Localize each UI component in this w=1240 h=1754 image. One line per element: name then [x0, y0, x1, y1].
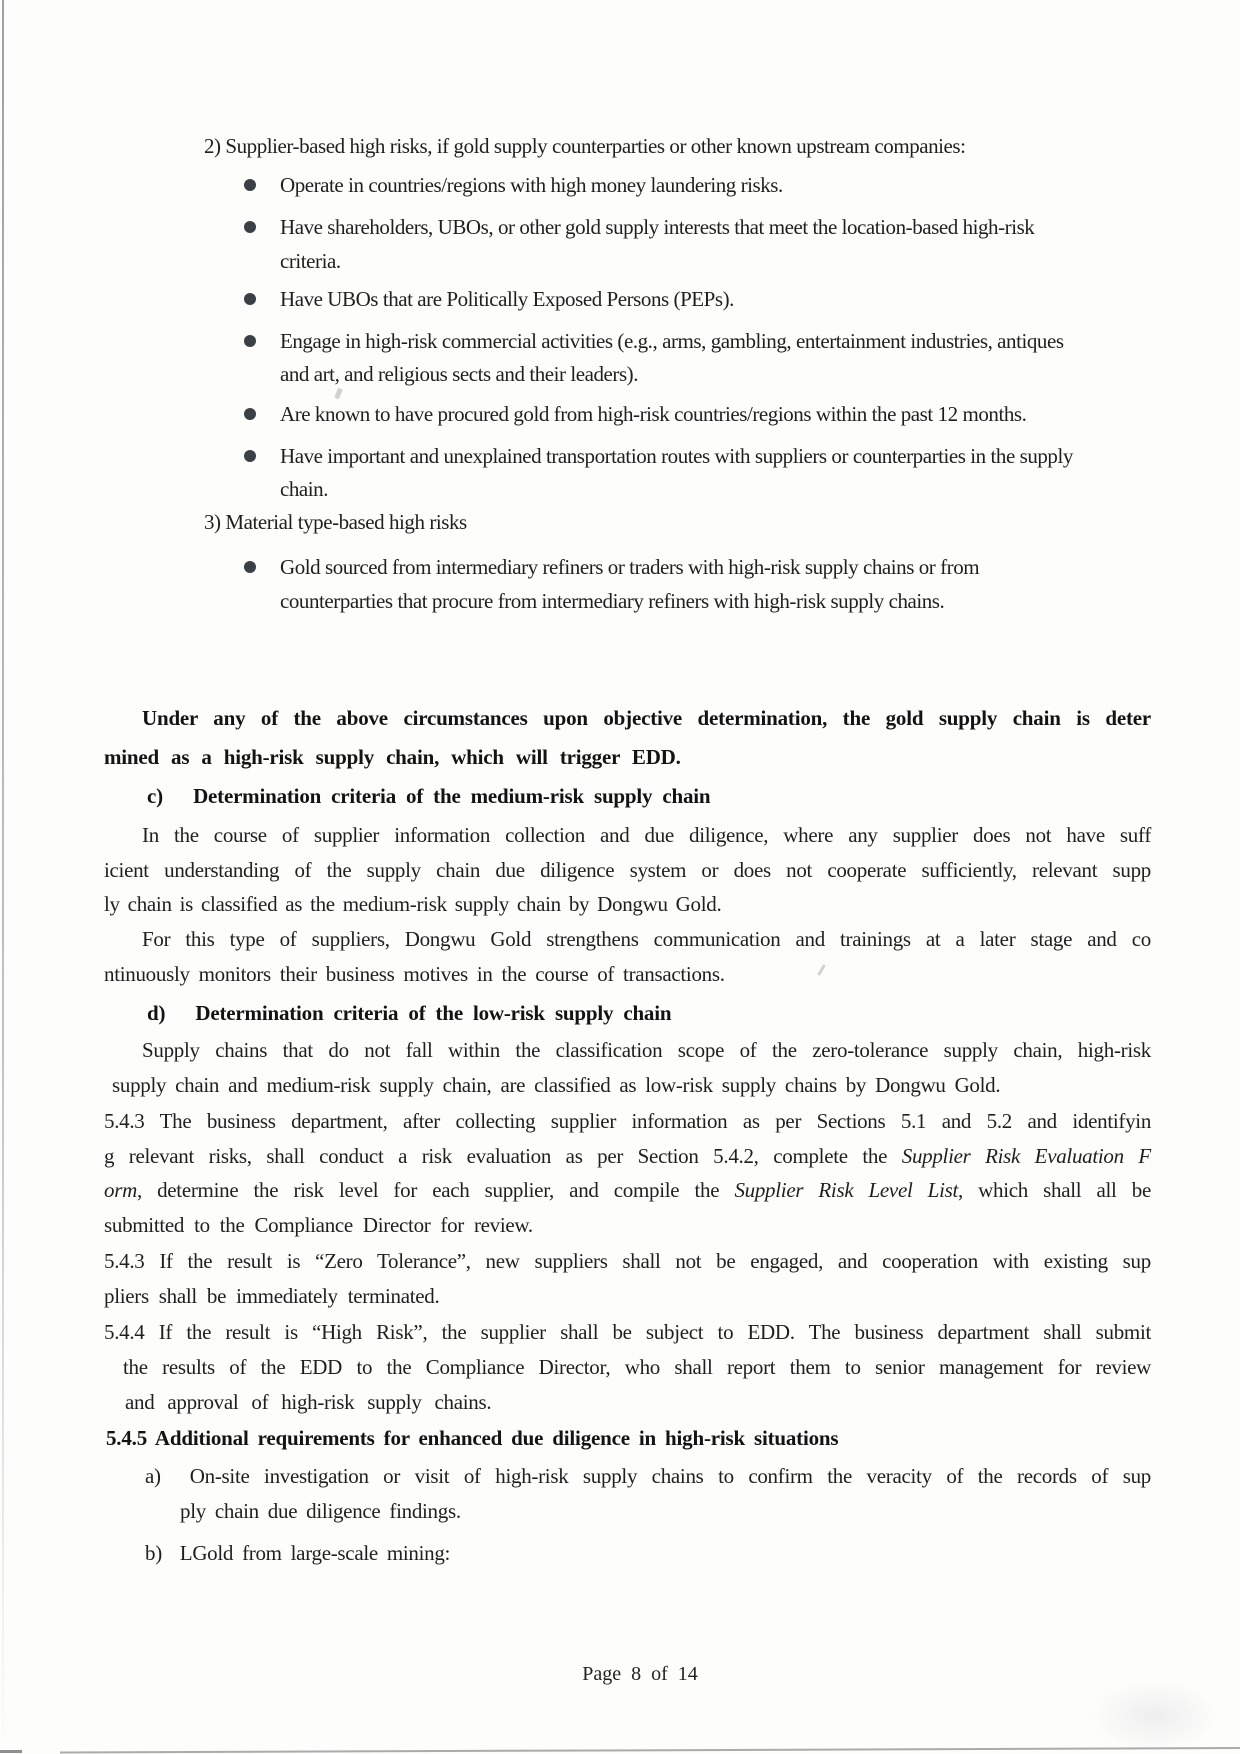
paragraph-line — [104, 1212, 533, 1239]
text-segment: orm — [104, 1178, 137, 1202]
text-segment: chain. — [280, 477, 329, 501]
paragraph-line — [104, 1248, 1151, 1275]
paragraph-line — [104, 1143, 1151, 1170]
text-segment: Have important and unexplained transportation routes with suppliers or counterparties in the supply — [280, 444, 1073, 468]
text-segment: , determine the risk level for each supplier, and compile the — [136, 1178, 735, 1202]
bullet-icon — [244, 335, 256, 347]
text-segment: 5.4.3 If the result is “Zero Tolerance”, new suppliers shall not be engaged, and cooperation with existing sup — [104, 1249, 1151, 1273]
scan-smudge — [1090, 1680, 1220, 1752]
paragraph-line — [104, 1177, 1151, 1204]
text-segment: Supply chains that do not fall within the classification scope of the zero-tolerance supply chain, high-risk — [142, 1038, 1151, 1062]
bullet-icon — [244, 221, 256, 233]
list-intro-3 — [204, 509, 467, 536]
text-segment: a) On-site investigation or visit of high-risk supply chains to confirm the veracity of the records of sup — [145, 1464, 1151, 1488]
scan-speck — [334, 387, 343, 399]
bullet-item — [280, 443, 1073, 470]
bullet-item-wrap — [280, 476, 328, 503]
text-segment: and art, and religious sects and their leaders). — [280, 362, 639, 386]
text-segment: counterparties that procure from intermediary refiners with high-risk supply chains. — [280, 589, 945, 613]
text-segment: g relevant risks, shall conduct a risk evaluation as per Section 5.4.2, complete the — [104, 1144, 902, 1168]
bullet-item-wrap — [280, 248, 341, 275]
bullet-icon — [244, 408, 256, 420]
paragraph-line — [104, 891, 721, 918]
paragraph-line — [142, 1037, 1151, 1064]
bullet-icon — [244, 561, 256, 573]
paragraph-line — [112, 1072, 1000, 1099]
paragraph-line — [142, 822, 1151, 849]
text-segment: and approval of high-risk supply chains. — [125, 1390, 492, 1414]
scan-bottom-edge — [60, 1747, 1240, 1754]
section-heading-c — [147, 783, 710, 810]
bullet-item — [280, 286, 734, 313]
text-segment: d) Determination criteria of the low-risk supply chain — [147, 1001, 672, 1025]
paragraph-line — [142, 705, 1151, 732]
paragraph-line — [104, 744, 681, 771]
text-segment: mined as a high-risk supply chain, which will trigger EDD. — [104, 745, 681, 769]
bullet-item — [280, 554, 979, 581]
text-segment: 5.4.5 Additional requirements for enhanced due diligence in high-risk situations — [106, 1426, 839, 1450]
bullet-item-wrap — [280, 361, 638, 388]
scan-speck — [817, 964, 826, 976]
list-intro-2 — [204, 133, 966, 160]
list-item-a — [145, 1463, 1151, 1490]
scan-corner-notch — [0, 1750, 22, 1753]
text-segment: Gold sourced from intermediary refiners or traders with high-risk supply chains or from — [280, 555, 980, 579]
text-segment: supply chain and medium-risk supply chain, are classified as low-risk supply chains by Dongwu Gold. — [112, 1073, 1001, 1097]
text-segment: 5.4.4 If the result is “High Risk”, the supplier shall be subject to EDD. The business department shall submit — [104, 1320, 1152, 1344]
paragraph-line — [123, 1354, 1151, 1381]
bullet-item-wrap — [280, 588, 944, 615]
bullet-icon — [244, 450, 256, 462]
paragraph-line — [142, 926, 1151, 953]
text-segment: ly chain is classified as the medium-risk supply chain by Dongwu Gold. — [104, 892, 722, 916]
text-segment: Under any of the above circumstances upon objective determination, the gold supply chain is deter — [142, 706, 1151, 730]
text-segment: ply chain due diligence findings. — [180, 1499, 461, 1523]
text-segment: Have shareholders, UBOs, or other gold supply interests that meet the location-based high-risk — [280, 215, 1035, 239]
text-segment: Operate in countries/regions with high money laundering risks. — [280, 173, 783, 197]
paragraph-line — [125, 1389, 491, 1416]
text-segment: 5.4.3 The business department, after collecting supplier information as per Sections 5.1 and 5.2 and identifyin — [104, 1109, 1152, 1133]
list-item-b — [145, 1540, 450, 1567]
text-segment: criteria. — [280, 249, 341, 273]
section-heading-d — [147, 1000, 671, 1027]
text-segment: c) Determination criteria of the medium-risk supply chain — [147, 784, 711, 808]
section-heading-545 — [106, 1425, 838, 1452]
text-segment: For this type of suppliers, Dongwu Gold strengthens communication and trainings at a later stage and co — [142, 927, 1151, 951]
paragraph-line — [104, 1108, 1151, 1135]
page-footer: Page 8 of 14 — [582, 1663, 698, 1685]
text-segment: Supplier Risk Level List — [734, 1178, 959, 1202]
text-segment: Engage in high-risk commercial activities (e.g., arms, gambling, entertainment industries, antiques — [280, 329, 1064, 353]
paragraph-line — [104, 1283, 439, 1310]
text-segment: b) LGold from large-scale mining: — [145, 1541, 451, 1565]
text-segment: Are known to have procured gold from high-risk countries/regions within the past 12 months. — [280, 402, 1027, 426]
paragraph-line — [104, 857, 1151, 884]
list-item-a-wrap — [180, 1498, 461, 1525]
text-segment: icient understanding of the supply chain due diligence system or does not cooperate sufficiently, relevant supp — [104, 858, 1151, 882]
bullet-icon — [244, 179, 256, 191]
text-segment: Have UBOs that are Politically Exposed Persons (PEPs). — [280, 287, 734, 311]
bullet-item — [280, 172, 783, 199]
text-segment: In the course of supplier information collection and due diligence, where any supplier does not have suff — [142, 823, 1152, 847]
bullet-icon — [244, 293, 256, 305]
text-segment: 3) Material type-based high risks — [204, 510, 467, 534]
bullet-item — [280, 401, 1026, 428]
text-segment: submitted to the Compliance Director for review. — [104, 1213, 533, 1237]
scan-edge-left — [2, 0, 4, 1754]
text-segment: the results of the EDD to the Compliance Director, who shall report them to senior management for review — [123, 1355, 1152, 1379]
text-segment: 2) Supplier-based high risks, if gold supply counterparties or other known upstream companies: — [204, 134, 966, 158]
paragraph-line — [104, 1319, 1151, 1346]
text-segment: , which shall all be — [958, 1178, 1151, 1202]
text-segment: Supplier Risk Evaluation F — [901, 1144, 1151, 1168]
text-segment: ntinuously monitors their business motives in the course of transactions. — [104, 962, 725, 986]
paragraph-line — [104, 961, 725, 988]
bullet-item — [280, 328, 1064, 355]
text-segment: pliers shall be immediately terminated. — [104, 1284, 440, 1308]
bullet-item — [280, 214, 1034, 241]
